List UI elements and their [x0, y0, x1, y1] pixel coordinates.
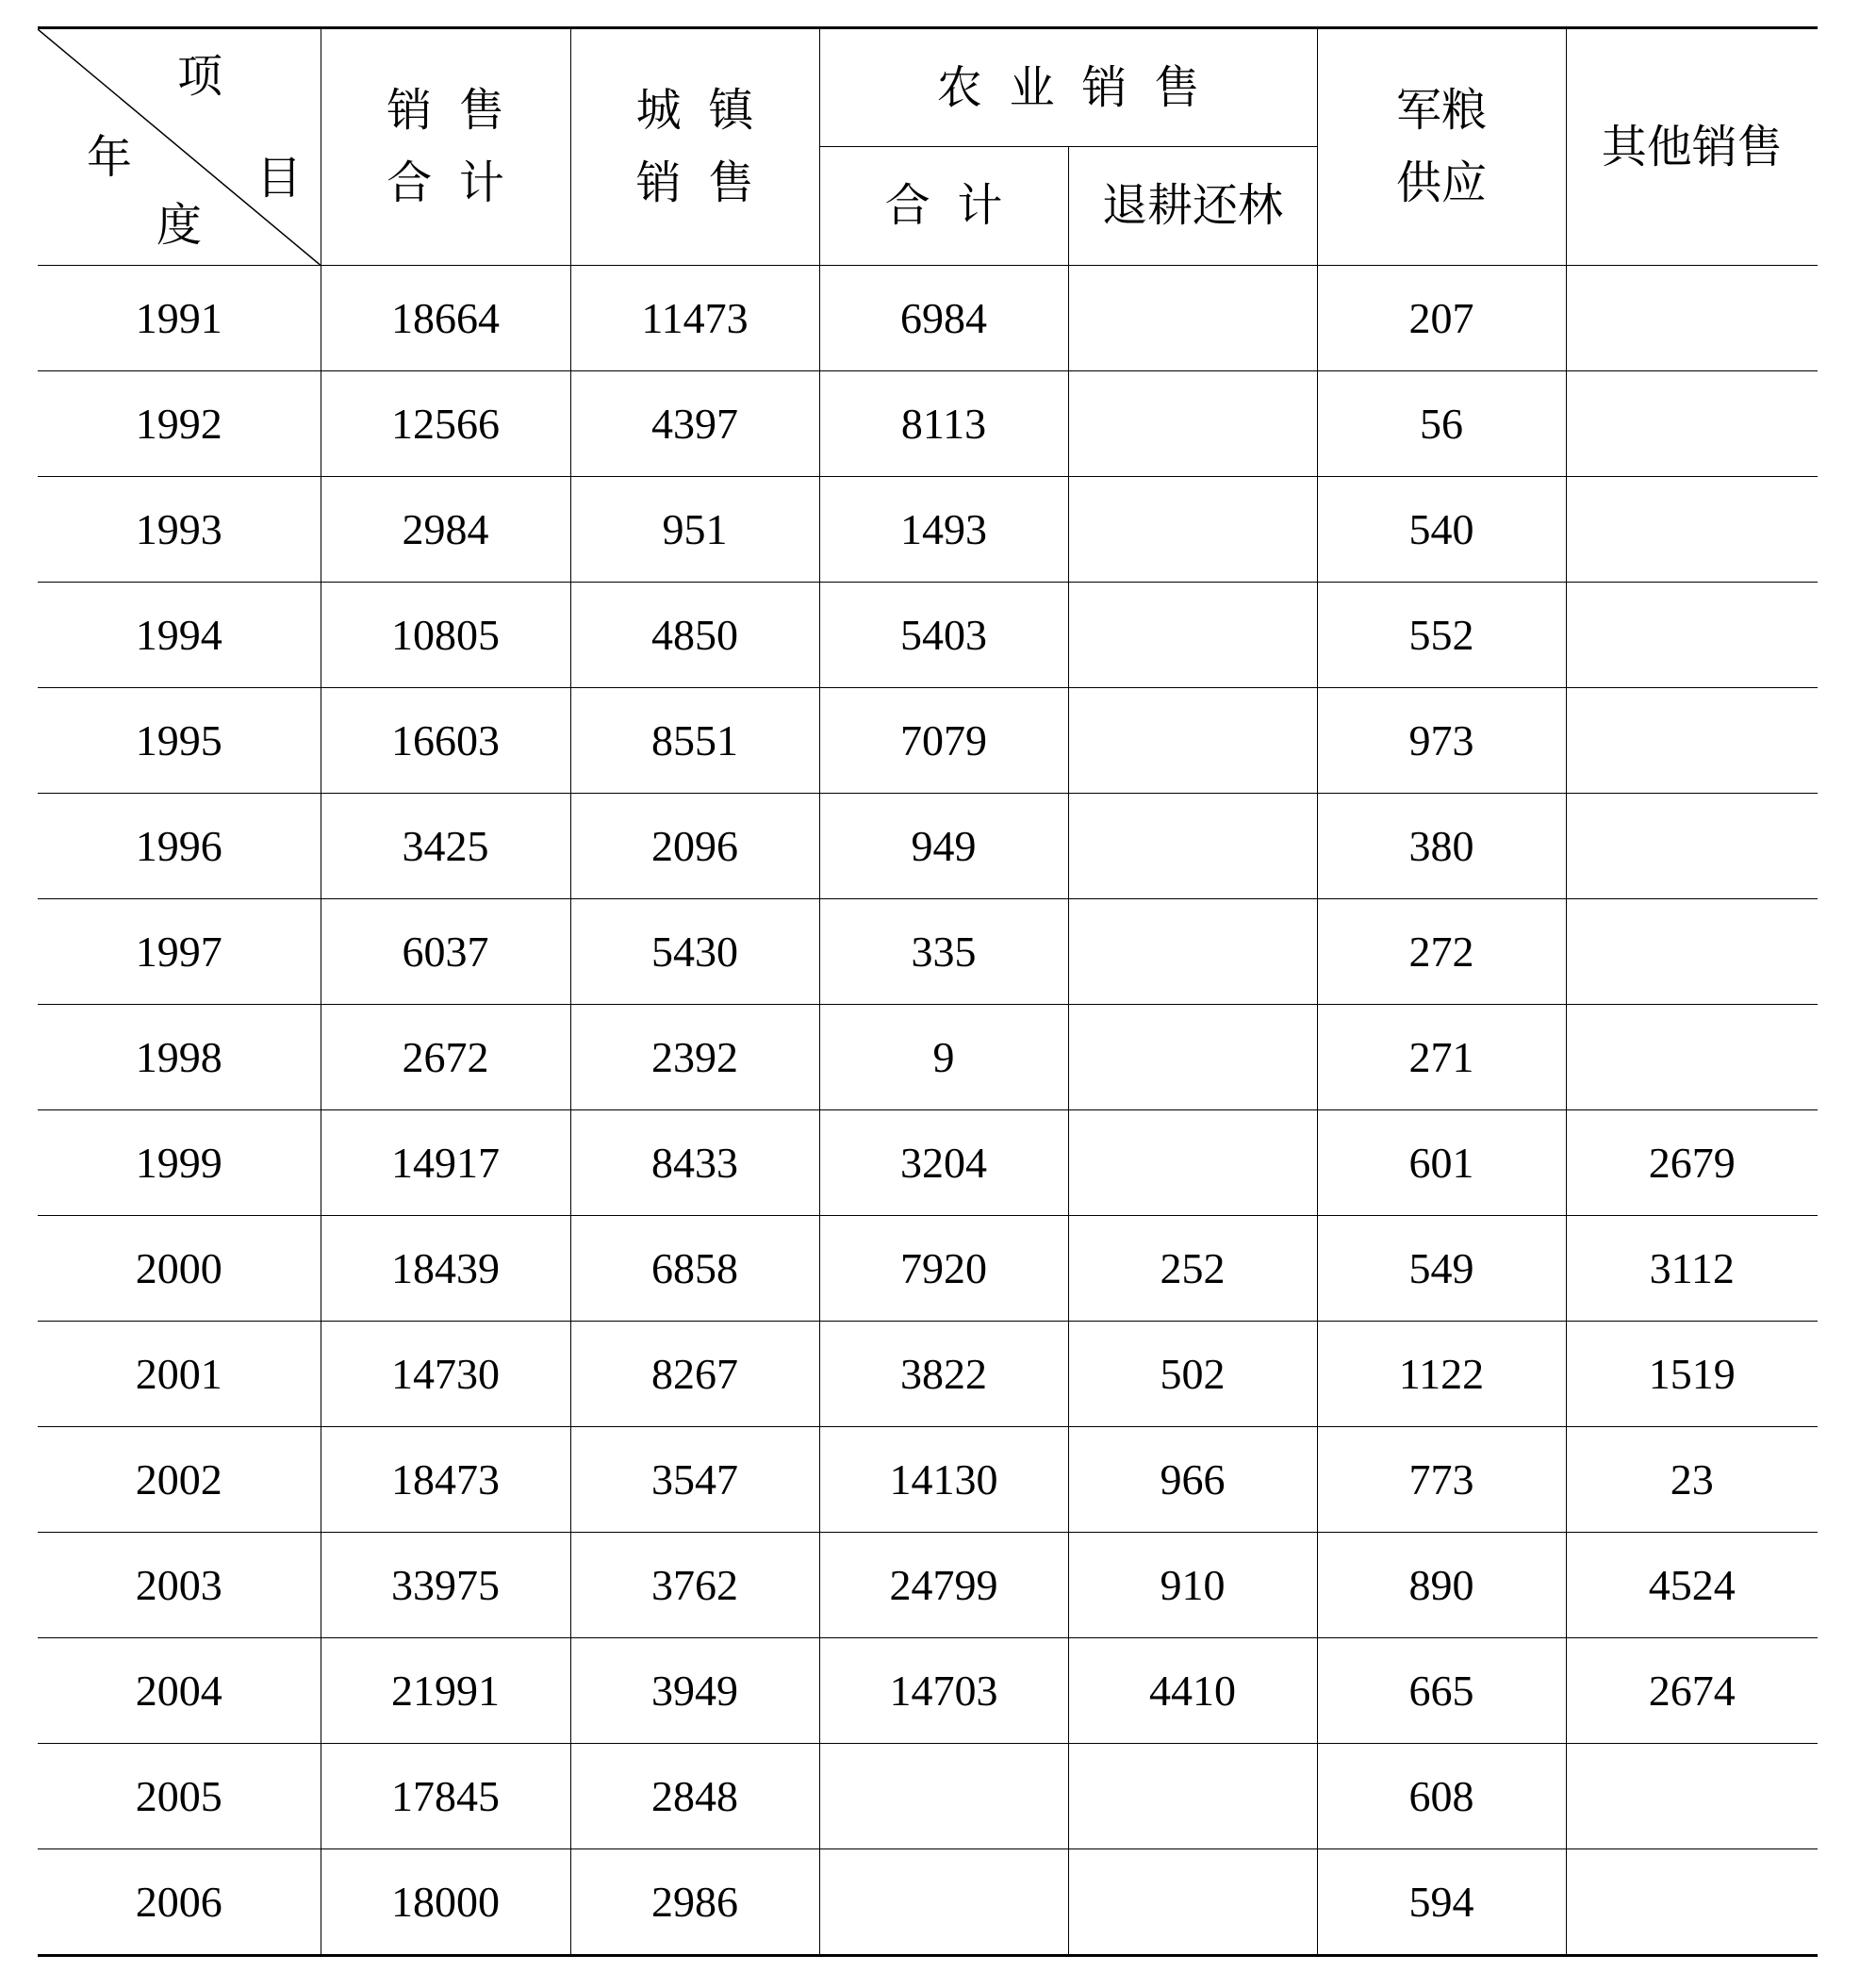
cell-total: 2672	[321, 1005, 570, 1110]
cell-year: 2002	[38, 1427, 321, 1533]
cell-reforest	[1068, 1849, 1317, 1956]
cell-total: 16603	[321, 688, 570, 794]
cell-reforest: 4410	[1068, 1638, 1317, 1744]
cell-other: 2674	[1566, 1638, 1818, 1744]
table-row	[38, 266, 1818, 371]
cell-agri-total: 8113	[819, 371, 1068, 477]
cell-reforest	[1068, 1110, 1317, 1216]
cell-total: 18473	[321, 1427, 570, 1533]
cell-army: 271	[1317, 1005, 1566, 1110]
header-agri-total-label: 合计	[884, 179, 1030, 233]
table-row	[38, 371, 1818, 477]
cell-total: 18439	[321, 1216, 570, 1322]
cell-total: 6037	[321, 899, 570, 1005]
cell-other	[1566, 1005, 1818, 1110]
cell-reforest	[1068, 899, 1317, 1005]
cell-other	[1566, 794, 1818, 899]
cell-army: 773	[1317, 1427, 1566, 1533]
header-army	[1317, 28, 1566, 266]
header-total-line2: 合计	[387, 156, 532, 209]
cell-army: 540	[1317, 477, 1566, 583]
cell-army: 56	[1317, 371, 1566, 477]
cell-year: 2005	[38, 1744, 321, 1849]
cell-army: 601	[1317, 1110, 1566, 1216]
cell-total: 12566	[321, 371, 570, 477]
header-agri-total	[819, 147, 1068, 266]
cell-urban: 2392	[570, 1005, 819, 1110]
cell-agri-total: 7920	[819, 1216, 1068, 1322]
cell-urban: 4850	[570, 583, 819, 688]
cell-other	[1566, 583, 1818, 688]
cell-urban: 3762	[570, 1533, 819, 1638]
cell-urban: 2096	[570, 794, 819, 899]
cell-total: 2984	[321, 477, 570, 583]
cell-reforest: 910	[1068, 1533, 1317, 1638]
header-urban-line2: 销售	[635, 156, 782, 209]
cell-year: 1998	[38, 1005, 321, 1110]
cell-urban: 11473	[570, 266, 819, 371]
cell-urban: 3949	[570, 1638, 819, 1744]
cell-reforest	[1068, 266, 1317, 371]
cell-year: 1994	[38, 583, 321, 688]
header-urban	[570, 28, 819, 266]
table-row	[38, 1849, 1818, 1956]
cell-urban: 8267	[570, 1322, 819, 1427]
table-row	[38, 899, 1818, 1005]
cell-total: 3425	[321, 794, 570, 899]
table-row	[38, 1216, 1818, 1322]
grain-sales-table	[38, 26, 1818, 1957]
cell-agri-total: 6984	[819, 266, 1068, 371]
cell-urban: 951	[570, 477, 819, 583]
cell-other	[1566, 371, 1818, 477]
cell-reforest: 502	[1068, 1322, 1317, 1427]
cell-reforest	[1068, 371, 1317, 477]
cell-total: 10805	[321, 583, 570, 688]
cell-year: 1993	[38, 477, 321, 583]
cell-other: 1519	[1566, 1322, 1818, 1427]
cell-other: 4524	[1566, 1533, 1818, 1638]
header-army-line2: 供应	[1395, 156, 1487, 209]
corner-label-du: 度	[156, 199, 203, 252]
cell-army: 665	[1317, 1638, 1566, 1744]
cell-agri-total: 9	[819, 1005, 1068, 1110]
cell-army: 1122	[1317, 1322, 1566, 1427]
table-row	[38, 1744, 1818, 1849]
cell-year: 2006	[38, 1849, 321, 1956]
cell-agri-total: 3204	[819, 1110, 1068, 1216]
cell-agri-total: 1493	[819, 477, 1068, 583]
cell-reforest	[1068, 794, 1317, 899]
cell-year: 1997	[38, 899, 321, 1005]
cell-army: 207	[1317, 266, 1566, 371]
header-agri-label: 农业销售	[936, 60, 1226, 114]
corner-header-cell	[38, 28, 321, 266]
table-body	[38, 266, 1818, 1956]
cell-total: 33975	[321, 1533, 570, 1638]
cell-year: 2001	[38, 1322, 321, 1427]
cell-agri-total: 14703	[819, 1638, 1068, 1744]
header-total-line1: 销售	[387, 84, 532, 138]
table-row	[38, 583, 1818, 688]
cell-reforest: 966	[1068, 1427, 1317, 1533]
header-total	[321, 28, 570, 266]
cell-other: 2679	[1566, 1110, 1818, 1216]
cell-agri-total: 7079	[819, 688, 1068, 794]
cell-total: 17845	[321, 1744, 570, 1849]
cell-total: 18000	[321, 1849, 570, 1956]
cell-agri-total: 24799	[819, 1533, 1068, 1638]
header-agri-reforest: 退耕还林	[1068, 147, 1317, 266]
cell-agri-total	[819, 1744, 1068, 1849]
cell-army: 608	[1317, 1744, 1566, 1849]
cell-reforest	[1068, 477, 1317, 583]
table-row	[38, 477, 1818, 583]
cell-agri-total: 14130	[819, 1427, 1068, 1533]
corner-label-mu: 目	[256, 152, 303, 205]
table-row	[38, 1322, 1818, 1427]
header-agri	[819, 28, 1317, 147]
cell-army: 973	[1317, 688, 1566, 794]
cell-other	[1566, 899, 1818, 1005]
corner-label-item: 项	[177, 50, 223, 103]
cell-army: 552	[1317, 583, 1566, 688]
cell-urban: 6858	[570, 1216, 819, 1322]
cell-year: 2004	[38, 1638, 321, 1744]
cell-reforest	[1068, 688, 1317, 794]
cell-agri-total: 949	[819, 794, 1068, 899]
cell-total: 18664	[321, 266, 570, 371]
cell-urban: 3547	[570, 1427, 819, 1533]
cell-year: 2003	[38, 1533, 321, 1638]
cell-total: 14730	[321, 1322, 570, 1427]
cell-army: 380	[1317, 794, 1566, 899]
cell-army: 890	[1317, 1533, 1566, 1638]
header-urban-line1: 城镇	[635, 84, 782, 138]
table-row	[38, 1427, 1818, 1533]
table-row	[38, 1638, 1818, 1744]
cell-army: 272	[1317, 899, 1566, 1005]
table-row	[38, 1005, 1818, 1110]
cell-urban: 2848	[570, 1744, 819, 1849]
cell-year: 1992	[38, 371, 321, 477]
cell-other: 3112	[1566, 1216, 1818, 1322]
cell-other	[1566, 1744, 1818, 1849]
table-row	[38, 1110, 1818, 1216]
cell-year: 1995	[38, 688, 321, 794]
cell-agri-total	[819, 1849, 1068, 1956]
cell-agri-total: 335	[819, 899, 1068, 1005]
cell-urban: 8433	[570, 1110, 819, 1216]
cell-year: 1996	[38, 794, 321, 899]
cell-other	[1566, 688, 1818, 794]
cell-agri-total: 3822	[819, 1322, 1068, 1427]
cell-army: 594	[1317, 1849, 1566, 1956]
cell-urban: 4397	[570, 371, 819, 477]
cell-reforest	[1068, 1005, 1317, 1110]
cell-urban: 8551	[570, 688, 819, 794]
cell-army: 549	[1317, 1216, 1566, 1322]
header-other: 其他销售	[1566, 28, 1818, 266]
table-row	[38, 688, 1818, 794]
cell-other	[1566, 1849, 1818, 1956]
table-row	[38, 794, 1818, 899]
cell-other: 23	[1566, 1427, 1818, 1533]
cell-agri-total: 5403	[819, 583, 1068, 688]
cell-year: 1991	[38, 266, 321, 371]
header-army-line1: 军粮	[1395, 84, 1487, 138]
table-row	[38, 1533, 1818, 1638]
cell-urban: 5430	[570, 899, 819, 1005]
cell-urban: 2986	[570, 1849, 819, 1956]
cell-other	[1566, 477, 1818, 583]
cell-reforest	[1068, 583, 1317, 688]
cell-other	[1566, 266, 1818, 371]
cell-year: 2000	[38, 1216, 321, 1322]
cell-reforest: 252	[1068, 1216, 1317, 1322]
cell-total: 21991	[321, 1638, 570, 1744]
cell-reforest	[1068, 1744, 1317, 1849]
cell-total: 14917	[321, 1110, 570, 1216]
corner-label-nian: 年	[87, 131, 133, 184]
cell-year: 1999	[38, 1110, 321, 1216]
